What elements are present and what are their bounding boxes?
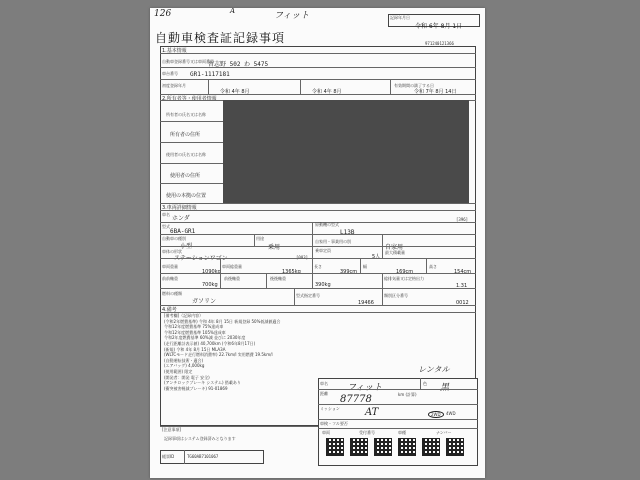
expiry-label: 有効期間の満了する日 [394, 83, 434, 88]
panel-name-label: 車名 [320, 381, 328, 386]
qr-code-3 [374, 438, 392, 456]
chassis-label: 車台番号 [162, 71, 178, 76]
panel-mileage-value: 87778 [340, 394, 372, 405]
second-date-value: 令和 4年 8月 [312, 89, 342, 95]
width-value: 169cm [396, 269, 414, 275]
owner-name-label: 所有者の氏名又は名称 [166, 112, 206, 117]
record-date-label: 記録年月日 [390, 15, 410, 20]
width-label: 幅 [363, 264, 367, 269]
expiry-value: 令和 7年 8月 14日 [414, 89, 457, 95]
reg-number-value: 習志野 502 わ 5475 [208, 61, 269, 68]
section2-heading: 2.所有者等・使用者情報 [162, 96, 217, 102]
remarks-line: (WLTCモード走行燃料消費率) 22.7km/l 実用燃費 19.5km/l [164, 352, 273, 358]
remarks-line: (アンチロックブレーキ システム) 搭載あり [164, 380, 241, 386]
remarks-line: 令和12年度燃費基準 75%達成車 [164, 324, 224, 330]
form-id-label: 帳票ID [162, 454, 175, 459]
section1-heading: 1.基本情報 [162, 48, 187, 54]
qr-label: 受付番号 [359, 430, 375, 435]
use-label: 用途 [256, 236, 264, 241]
panel-4wd-option: 4WD [446, 411, 456, 416]
form-id-value: TG60AB7101067 [187, 454, 219, 459]
qr-label: 車種 [398, 430, 406, 435]
private-value: 自家用 [385, 244, 404, 251]
shape-label: 車体の形状 [162, 249, 182, 254]
capacity-value: 5人 [372, 254, 381, 260]
type-number-label: 型式指定番号 [296, 293, 320, 298]
redaction-block [223, 100, 469, 203]
handwritten-number: 126 [154, 9, 172, 19]
remarks-line: (使用範囲) 限定 [164, 368, 193, 374]
remarks-line: (自動運転技術・適合) [164, 357, 204, 363]
panel-mileage-label: 距離 [320, 391, 328, 396]
panel-color-label: 色 [423, 381, 427, 386]
first-reg-label: 初度登録年月 [162, 83, 186, 88]
panel-transmission-label: ミッション [320, 406, 340, 411]
qr-code-2 [350, 438, 368, 456]
remarks-line: (令和2年燃費基準) 令和 4年 8月 15日 新規登録 50%低減値適合 [164, 318, 281, 324]
remarks-block [164, 313, 280, 391]
maker-value: ホンダ [172, 215, 190, 222]
height-value: 154cm [454, 269, 472, 275]
qr-code-6 [446, 438, 464, 456]
type-number-value: 19466 [358, 300, 374, 306]
inspection-certificate-sheet [150, 8, 485, 478]
first-reg-value: 令和 4年 8月 [220, 89, 250, 95]
maxload-label: 最大積載量 [385, 250, 405, 255]
mid-axle-label: 前後軸重 [224, 276, 240, 281]
panel-color-value: 黒 [440, 383, 450, 393]
panel-mileage-unit: km (計算) [398, 392, 417, 397]
remarks-line: (エアバッグ) 4,000kg [164, 363, 205, 369]
maker-code: [396] [456, 217, 469, 222]
shape-code: [003] [296, 255, 309, 260]
handwritten-letter: A [230, 8, 236, 15]
class-label: 自動車の種別 [162, 236, 186, 241]
remarks-line: [備考欄]（記録内容） [164, 313, 204, 318]
front-axle-value: 700kg [202, 282, 218, 288]
height-label: 高さ [429, 264, 437, 269]
remarks-line: (走行距離計表示値) 40,700km (令和6年8月17日) [164, 340, 256, 346]
notes-heading: [注意事項] [162, 427, 182, 432]
record-date-value: 令和 6年 8月 1日 [415, 23, 463, 30]
capacity-label: 乗車定員 [315, 248, 331, 253]
chassis-value: GR1-1117181 [190, 71, 230, 78]
engine-label: 原動機の型式 [315, 222, 339, 227]
rear-axle-label: 後後軸重 [270, 276, 286, 281]
front-axle-label: 前前軸重 [162, 276, 178, 281]
remarks-line: 令和12年度燃費基準 105%達成車 [164, 329, 226, 335]
maker-label: 車名 [162, 212, 170, 217]
use-value: 乗用 [268, 244, 281, 251]
class-number-label: 類別区分番号 [384, 293, 408, 298]
length-value: 399cm [340, 269, 358, 275]
remarks-line: 令和2年度燃費基準 60%減 並びに 2030年度 [164, 335, 246, 341]
user-address-label: 使用者の住所 [170, 173, 201, 179]
section3-heading: 3.車両詳細情報 [162, 205, 197, 211]
rental-mark: レンタル [418, 365, 450, 374]
document-title: 自動車検査証記録事項 [155, 31, 286, 45]
fuel-label: 燃料の種類 [162, 291, 182, 296]
panel-row5-label: 車検・フル要否 [320, 421, 348, 426]
qr-code-1 [326, 438, 344, 456]
rear-axle-value: 390kg [315, 282, 331, 288]
class-number-value: 0012 [456, 300, 469, 306]
qr-label: 車両 [322, 430, 330, 435]
weight-label: 車両重量 [162, 264, 178, 269]
model-label: 型式 [162, 224, 170, 229]
weight-value: 1090kg [202, 269, 221, 275]
remarks-line: (衝突被害軽減ブレーキ) 91-01869 [164, 385, 228, 391]
section4-heading: 4.備考 [162, 307, 177, 313]
remarks-line: (新規) 令和 4年 8月 15日 MLA3A [164, 346, 226, 352]
panel-2wd-option: 2WD [428, 411, 444, 418]
engine-value: L13B [340, 229, 355, 236]
owner-address-label: 所有者の住所 [170, 132, 201, 138]
model-value: 6BA-GR1 [170, 228, 196, 235]
class-value: 小型 [180, 243, 193, 250]
shape-value: ステーションワゴン [174, 255, 228, 262]
gross-weight-value: 1365kg [282, 269, 301, 275]
reg-number-label: 自動車登録番号又は車両番号 [162, 59, 214, 64]
notes-text: 記録事項はシステム登録済みとなります [164, 436, 236, 441]
handwritten-model: フィット [274, 11, 310, 21]
qr-label: ナンバー [436, 430, 452, 435]
user-name-label: 使用者の氏名又は名称 [166, 152, 206, 157]
gross-weight-label: 車両総重量 [222, 264, 242, 269]
qr-code-5 [422, 438, 440, 456]
panel-name-value: フィット [347, 383, 383, 393]
base-location-label: 使用の本拠の位置 [166, 193, 207, 199]
displacement-value: 1.31 [456, 283, 468, 289]
qr-code-4 [398, 438, 416, 456]
fuel-value: ガソリン [192, 298, 217, 305]
length-label: 長さ [314, 264, 322, 269]
displacement-label: 総排気量又は定格出力 [384, 276, 424, 281]
document-number: 971240121366 [425, 41, 454, 46]
remarks-line: (開発者：開発 電子 安全) [164, 374, 210, 380]
private-label: 自家用・事業用の別 [315, 239, 351, 244]
panel-transmission-value: AT [365, 407, 379, 418]
